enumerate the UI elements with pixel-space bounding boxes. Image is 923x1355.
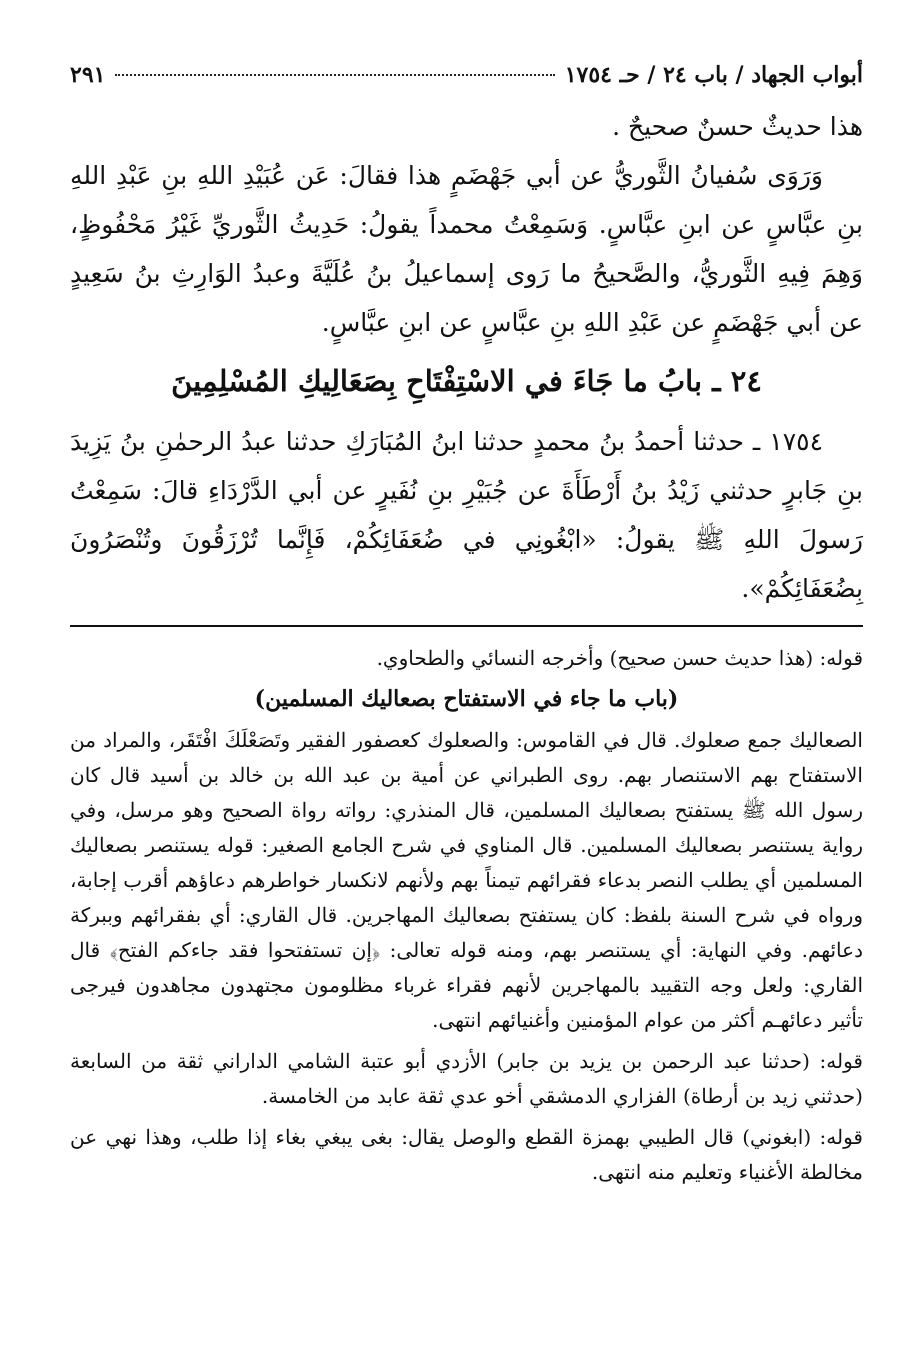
- footnote-divider: [70, 625, 863, 627]
- main-paragraph-2: وَرَوَى سُفيانُ الثَّوريُّ عن أبي جَهْضَمٍ هذا فقالَ: عَن عُبَيْدِ اللهِ بنِ عَبْدِ اللهِ بنِ عبَّاسٍ عن ابنِ عبَّاسٍ. وَسَمِعْتُ محمداً يقولُ: حَدِيثُ الثَّوريِّ غَيْرُ مَحْفُوظٍ، وَهِمَ فِيهِ الثَّوريُّ، والصَّحيحُ ما رَوى إسماعيلُ بنُ عُلَيَّةَ وعبدُ الوَارِثِ بنُ سَعِيدٍ عن أبي جَهْضَمٍ عن عَبْدِ اللهِ بنِ عبَّاسٍ عن ابنِ عبَّاسٍ.: [70, 161, 863, 337]
- note-3: الصعاليك جمع صعلوك. قال في القاموس: والصعلوك كعصفور الفقير وتَصَعْلَكَ افْتَقَر، والمراد من الاستفتاح بهم الاستنصار بهم. روى الطبراني عن أمية بن عبد الله بن خالد بن أسيد قال كان رسول الله ﷺ يستفتح بصعاليك المسلمين، قال المنذري: رواته رواة الصحيح وهو مرسل، وفي رواية يستنصر بصعاليك المسلمين. قال المناوي في شرح الجامع الصغير: قوله يستنصر بصعاليك المسلمين أي يطلب النصر بدعاء فقرائهم تيمناً بهم ولأنهم لانكسار خواطرهم دعاؤهم أقرب إجابة، ورواه في شرح السنة بلفظ: كان يستفتح بصعاليك المهاجرين. قال القاري: أي بفقرائهم وببركة دعائهم. وفي النهاية: أي يستنصر بهم، ومنه قوله تعالى: ﴿إن تستفتحوا فقد جاءكم الفتح﴾ قال القاري: ولعل وجه التقييد بالمهاجرين لأنهم فقراء غرباء مظلومون مجتهدون مجاهدون فيرجى تأثير دعائهـم أكثر من عوام المؤمنين وأغنيائهم انتهى.: [70, 728, 863, 1032]
- note-chapter-title: (باب ما جاء في الاستفتاح بصعاليك المسلمين): [254, 686, 679, 712]
- running-header: [70, 62, 863, 102]
- note-5: قوله: (ابغوني) قال الطيبي بهمزة القطع والوصل يقال: بغى يبغي بغاء إذا طلب، وهذا نهي عن مخالطة الأغنياء وتعليم منه انتهى.: [70, 1125, 863, 1184]
- main-text: [70, 102, 863, 613]
- book-page: [70, 62, 863, 1196]
- header-dotted-leader: [115, 74, 554, 76]
- commentary: [70, 641, 863, 1190]
- chapter-title: ٢٤ ـ بابُ ما جَاءَ في الاسْتِفْتَاحِ بِصَعَالِيكِ المُسْلِمِينَ: [171, 364, 762, 398]
- note-1: قوله: (هذا حديث حسن صحيح) وأخرجه النسائي والطحاوي.: [376, 646, 863, 670]
- header-title: أبواب الجهاد / باب ٢٤ / حـ ١٧٥٤: [564, 62, 863, 88]
- note-4: قوله: (حدثنا عبد الرحمن بن يزيد بن جابر) الأزدي أبو عتبة الشامي الداراني ثقة من السابعة (حدثني زيد بن أرطاة) الفزاري الدمشقي أخو عدي ثقة عابد من الخامسة.: [70, 1049, 863, 1108]
- main-paragraph-1: هذا حديثٌ حسنٌ صحيحٌ .: [612, 112, 863, 141]
- page-number: ٢٩١: [70, 62, 106, 88]
- hadith-text: ١٧٥٤ ـ حدثنا أحمدُ بنُ محمدٍ حدثنا ابنُ المُبَارَكِ حدثنا عبدُ الرحمٰنِ بنُ يَزِيدَ بنِ جَابرٍ حدثني زَيْدُ بنُ أَرْطَأَةَ عن جُبَيْرِ بنِ نُفَيرٍ عن أبي الدَّرْدَاءِ قالَ: سَمِعْتُ رَسولَ اللهِ ﷺ يقولُ: «ابْغُونِي في ضُعَفَائِكُمْ، فَإِنَّما تُرْزَقُونَ وتُنْصَرُونَ بِضُعَفَائِكُمْ».: [70, 427, 863, 603]
